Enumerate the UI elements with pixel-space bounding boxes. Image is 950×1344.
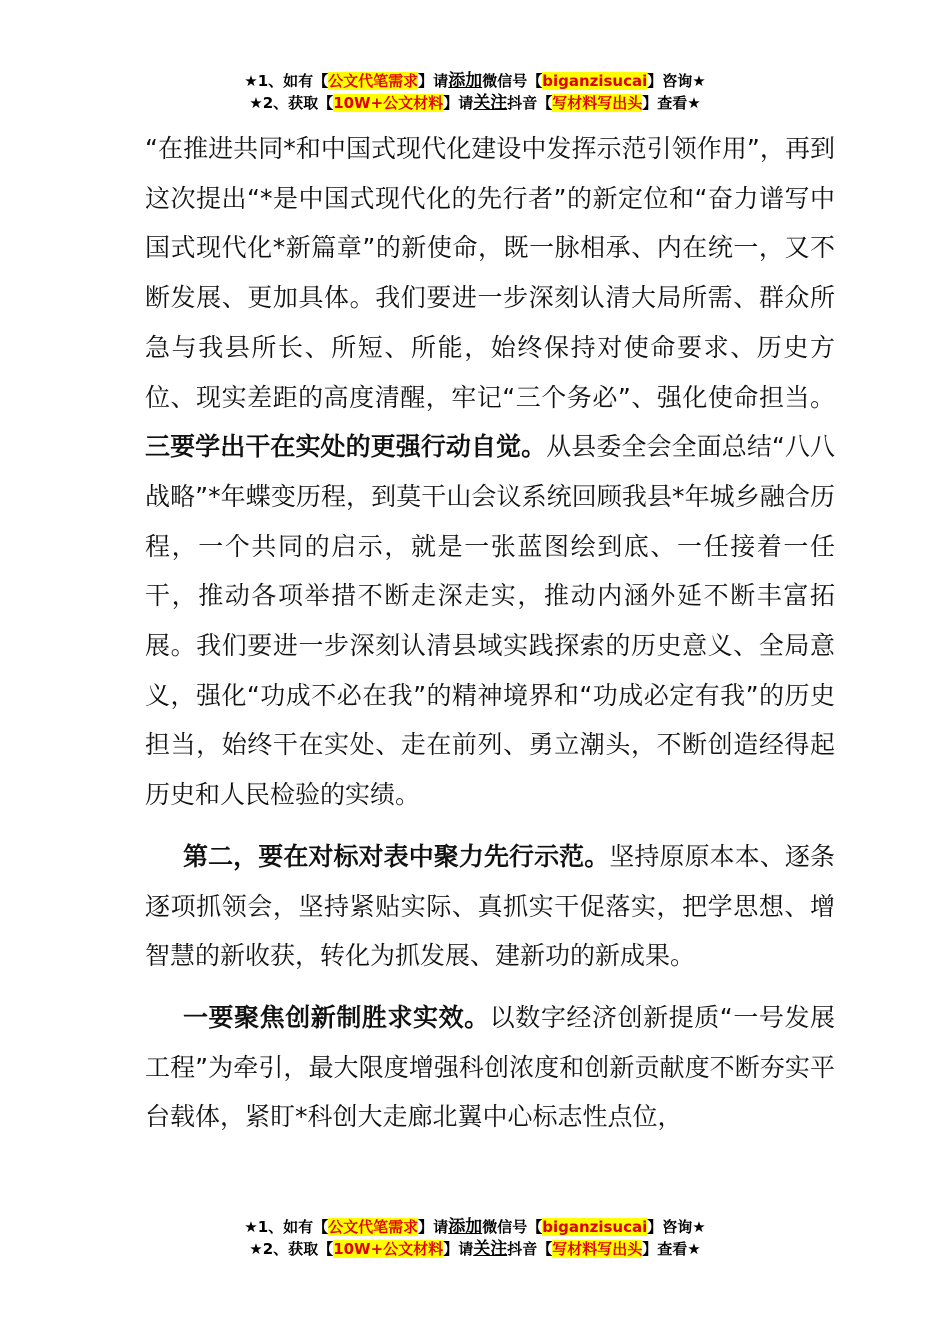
banner-text: 抖音【 [507,94,553,112]
banner-text: 】咨询★ [647,1218,706,1236]
paragraph-1 [145,124,835,820]
banner-text: ★2、获取【 [249,1240,334,1258]
banner-underline: 关注 [473,1239,508,1259]
subsection-heading-1: 一要聚焦创新制胜求实效。 [183,1002,490,1032]
paragraph-2 [145,832,835,981]
paragraph-text: “在推进共同*和中国式现代化建设中发挥示范引领作用”，再到这次提出“*是中国式现代化的先行者”的新定位和“奋力谱写中国式现代化*新篇章”的新使命，既一脉相承、内在统一，又不断发展、更加具体。我们要进一步深刻认清大局所需、群众所急与我县所长、所短、所能，始终保持对使命要求、历史方位、现实差距的高度清醒，牢记“三个务必”、强化使命担当。 [145,134,835,412]
douyin-id-highlight: 写材料写出头 [552,94,643,112]
wechat-id-highlight: biganzisucai [542,1218,648,1236]
header-banner [0,70,950,114]
section-heading-2: 第二，要在对标对表中聚力先行示范。 [183,841,610,871]
banner-text: 微信号【 [482,72,543,90]
banner-highlight: 公文代笔需求 [328,72,419,90]
footer-banner [0,1216,950,1260]
banner-underline: 关注 [473,93,508,113]
paragraph-text: 坚持原原本本、逐条逐项抓领会，坚持紧贴实际、真抓实干促落实，把学思想、增智慧的新收获，转化为抓发展、建新功的新成果。 [145,841,835,971]
paragraph-3 [145,993,835,1142]
paragraph-bold-lead: 三要学出干在实处的更强行动自觉。 [145,432,547,462]
banner-text: 微信号【 [482,1218,543,1236]
banner-highlight: 10W+公文材料 [333,1240,444,1258]
banner-text: ★1、如有【 [244,72,329,90]
banner-text: 】请 [443,94,474,112]
banner-text: 抖音【 [507,1240,553,1258]
banner-text: 】查看★ [642,94,701,112]
banner-highlight: 公文代笔需求 [328,1218,419,1236]
paragraph-text: 从县委全会全面总结“八八战略”*年蝶变历程，到莫干山会议系统回顾我县*年城乡融合历程，一个共同的启示，就是一张蓝图绘到底、一任接着一任干，推动各项举措不断走深走实，推动内涵外延不断丰富拓展。我们要进一步深刻认清县域实践探索的历史意义、全局意义，强化“功成不必在我”的精神境界和“功成必定有我”的历史担当，始终干在实处、走在前列、勇立潮头，不断创造经得起历史和人民检验的实绩。 [145,432,835,810]
wechat-id-highlight: biganzisucai [542,72,648,90]
document-body [145,124,835,1142]
paragraph-text: 以数字经济创新提质“一号发展工程”为牵引，最大限度增强科创浓度和创新贡献度不断夯实平台载体，紧盯*科创大走廊北翼中心标志性点位， [145,1002,835,1132]
banner-line-1 [0,1216,950,1238]
banner-text: 】咨询★ [647,72,706,90]
banner-text: 】请 [418,1218,449,1236]
banner-line-1 [0,70,950,92]
banner-text: 】查看★ [642,1240,701,1258]
banner-highlight: 10W+公文材料 [333,94,444,112]
banner-text: ★1、如有【 [244,1218,329,1236]
banner-underline: 添加 [448,1217,483,1237]
banner-underline: 添加 [448,71,483,91]
banner-line-2 [0,1238,950,1260]
banner-text: 】请 [443,1240,474,1258]
banner-text: ★2、获取【 [249,94,334,112]
banner-line-2 [0,92,950,114]
banner-text: 】请 [418,72,449,90]
douyin-id-highlight: 写材料写出头 [552,1240,643,1258]
